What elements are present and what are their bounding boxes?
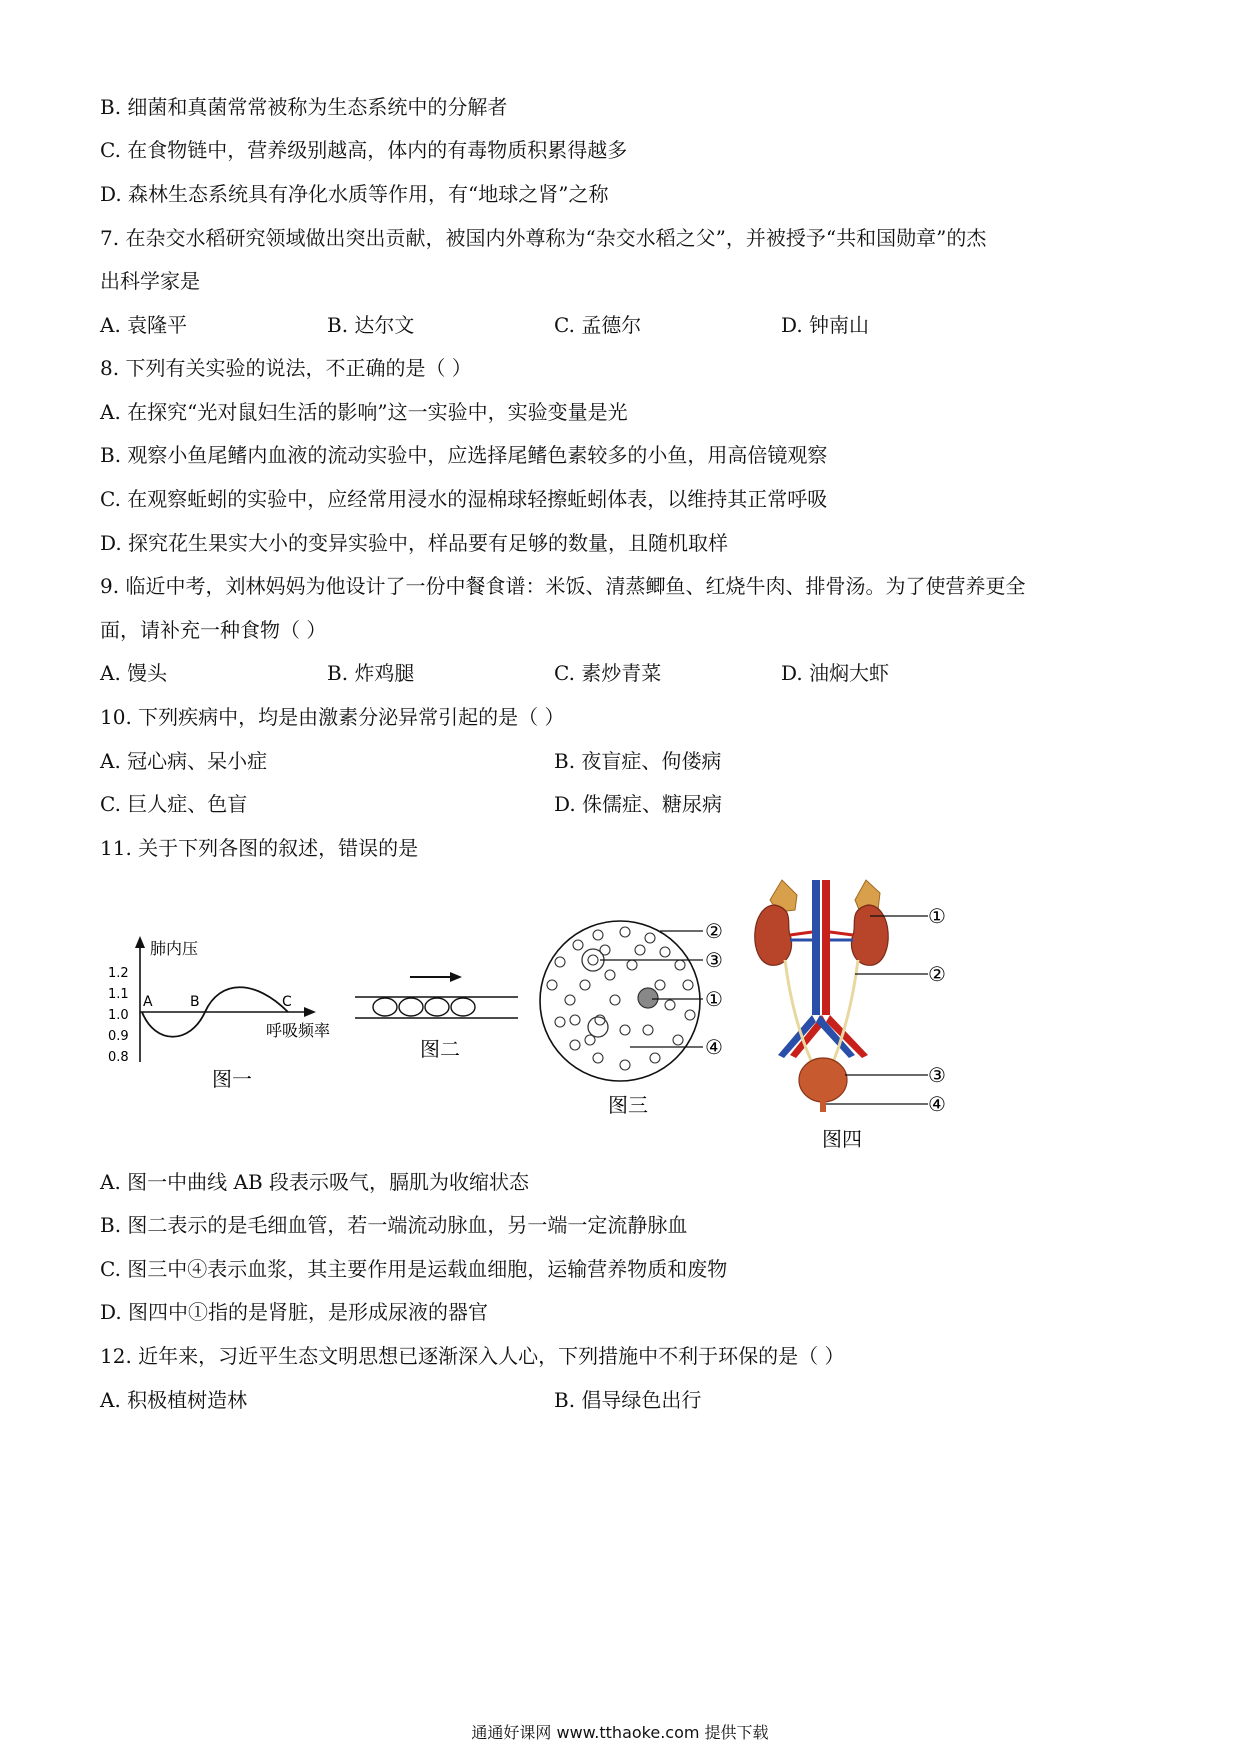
q7-option-a: A. 袁隆平 bbox=[100, 313, 188, 337]
q10-option-b: B. 夜盲症、佝偻病 bbox=[554, 749, 722, 773]
fig3-label: ② bbox=[705, 919, 723, 943]
fig1-xlabel: 呼吸频率 bbox=[266, 1021, 331, 1040]
q7-option-b: B. 达尔文 bbox=[327, 313, 415, 337]
fig1-ytick: 1.0 bbox=[108, 1008, 129, 1023]
fig4-label: ① bbox=[928, 904, 946, 928]
fig4-label: ③ bbox=[928, 1063, 946, 1087]
q8-option-c: C. 在观察蚯蚓的实验中，应经常用浸水的湿棉球轻擦蚯蚓体表，以维持其正常呼吸 bbox=[100, 487, 828, 511]
page-footer: 通通好课网 www.tthaoke.com 提供下载 bbox=[471, 1723, 769, 1742]
q8-stem: 8. 下列有关实验的说法，不正确的是（ ） bbox=[100, 356, 472, 380]
bladder-icon bbox=[799, 1058, 847, 1102]
fig3-label: ③ bbox=[705, 948, 723, 972]
figure-4 bbox=[755, 880, 946, 1151]
fig1-point-c: C bbox=[282, 994, 292, 1010]
q10-option-a: A. 冠心病、呆小症 bbox=[100, 749, 268, 773]
q10-stem: 10. 下列疾病中，均是由激素分泌异常引起的是（ ） bbox=[100, 705, 565, 729]
fig3-caption: 图三 bbox=[608, 1093, 648, 1117]
q11-option-b: B. 图二表示的是毛细血管，若一端流动脉血，另一端一定流静脉血 bbox=[100, 1213, 688, 1237]
kidney-icon bbox=[851, 905, 888, 965]
q11-option-c: C. 图三中④表示血浆，其主要作用是运载血细胞，运输营养物质和废物 bbox=[100, 1257, 728, 1281]
q6-option-d: D. 森林生态系统具有净化水质等作用，有“地球之肾”之称 bbox=[100, 182, 609, 206]
fig3-label: ④ bbox=[705, 1035, 723, 1059]
figure-2 bbox=[355, 972, 518, 1061]
figure-1 bbox=[108, 936, 330, 1091]
q10-option-c: C. 巨人症、色盲 bbox=[100, 792, 248, 816]
fig4-label: ② bbox=[928, 962, 946, 986]
q9-option-b: B. 炸鸡腿 bbox=[327, 661, 415, 685]
q11-option-a: A. 图一中曲线 AB 段表示吸气，膈肌为收缩状态 bbox=[100, 1170, 530, 1194]
fig2-caption: 图二 bbox=[420, 1037, 460, 1061]
q7-stem-line1: 7. 在杂交水稻研究领域做出突出贡献，被国内外尊称为“杂交水稻之父”，并被授予“共和国勋章”的杰 bbox=[100, 226, 987, 250]
q11-stem: 11. 关于下列各图的叙述，错误的是 bbox=[100, 836, 419, 860]
q9-option-a: A. 馒头 bbox=[100, 661, 168, 685]
q6-option-b: B. 细菌和真菌常常被称为生态系统中的分解者 bbox=[100, 95, 508, 119]
fig4-caption: 图四 bbox=[822, 1127, 862, 1151]
q12-stem: 12. 近年来，习近平生态文明思想已逐渐深入人心，下列措施中不利于环保的是（ ） bbox=[100, 1344, 845, 1368]
kidney-icon bbox=[755, 905, 792, 965]
fig1-point-b: B bbox=[190, 994, 200, 1010]
fig1-ytick: 0.8 bbox=[108, 1050, 129, 1065]
fig1-point-a: A bbox=[143, 994, 153, 1010]
q6-option-c: C. 在食物链中，营养级别越高，体内的有毒物质积累得越多 bbox=[100, 138, 628, 162]
q9-option-d: D. 油焖大虾 bbox=[781, 661, 890, 685]
figure-3 bbox=[540, 919, 723, 1117]
fig4-label: ④ bbox=[928, 1092, 946, 1116]
q9-option-c: C. 素炒青菜 bbox=[554, 661, 662, 685]
q8-option-a: A. 在探究“光对鼠妇生活的影响”这一实验中，实验变量是光 bbox=[100, 400, 628, 424]
q8-option-b: B. 观察小鱼尾鳍内血液的流动实验中，应选择尾鳍色素较多的小鱼，用高倍镜观察 bbox=[100, 443, 828, 467]
fig1-ytick: 1.1 bbox=[108, 987, 129, 1002]
fig1-ytick: 0.9 bbox=[108, 1029, 129, 1044]
q9-stem-line2: 面，请补充一种食物（ ） bbox=[100, 618, 327, 642]
q8-option-d: D. 探究花生果实大小的变异实验中，样品要有足够的数量，且随机取样 bbox=[100, 531, 729, 555]
fig1-caption: 图一 bbox=[212, 1067, 252, 1091]
fig1-ylabel: 肺内压 bbox=[150, 939, 199, 958]
q7-stem-line2: 出科学家是 bbox=[100, 269, 200, 293]
flow-arrow-icon bbox=[450, 972, 462, 982]
q9-stem-line1: 9. 临近中考，刘林妈妈为他设计了一份中餐食谱：米饭、清蒸鲫鱼、红烧牛肉、排骨汤。为了使营养更全 bbox=[100, 574, 1026, 598]
fig1-ytick: 1.2 bbox=[108, 966, 129, 981]
q10-option-d: D. 侏儒症、糖尿病 bbox=[554, 792, 723, 816]
q12-option-a: A. 积极植树造林 bbox=[100, 1388, 248, 1412]
q7-option-d: D. 钟南山 bbox=[781, 313, 870, 337]
q7-option-c: C. 孟德尔 bbox=[554, 313, 642, 337]
q12-option-b: B. 倡导绿色出行 bbox=[554, 1388, 702, 1412]
fig3-label: ① bbox=[705, 987, 723, 1011]
q11-option-d: D. 图四中①指的是肾脏，是形成尿液的器官 bbox=[100, 1300, 489, 1324]
